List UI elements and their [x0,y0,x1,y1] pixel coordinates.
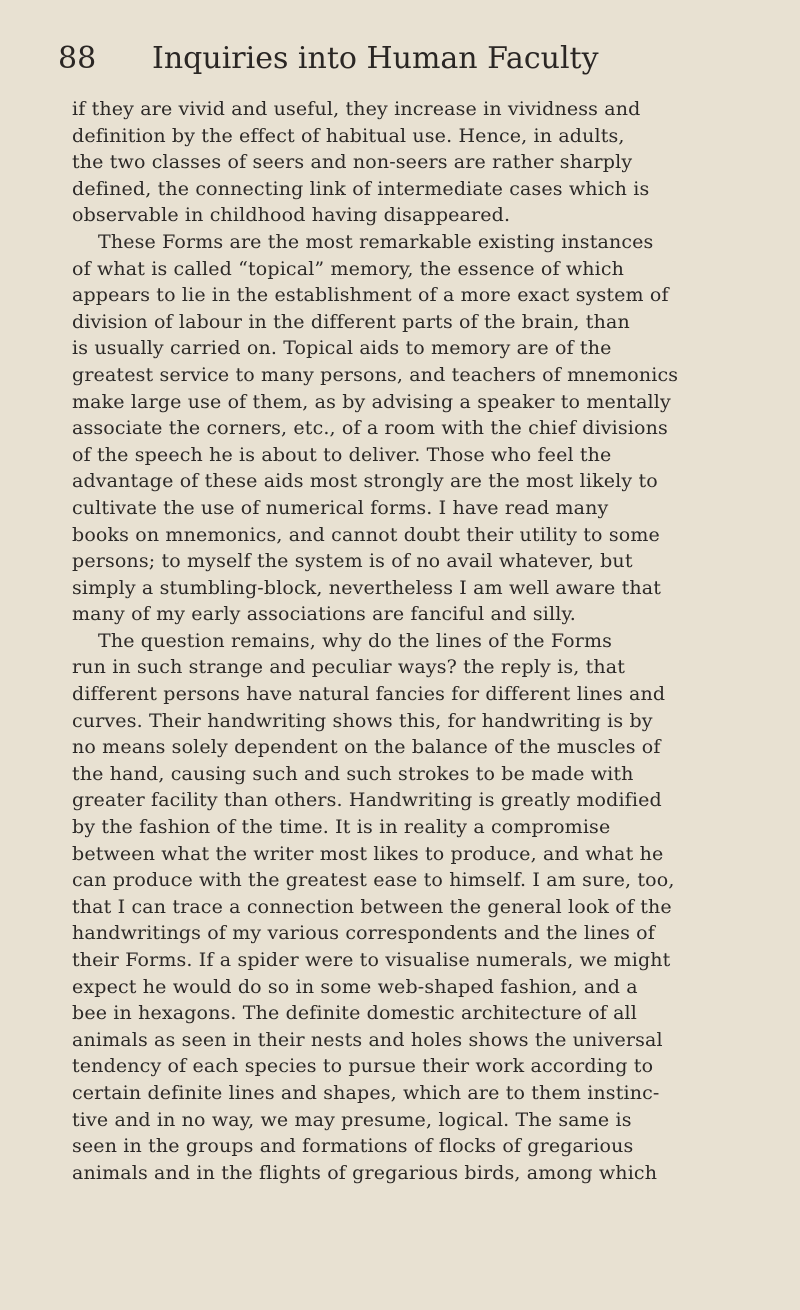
text-line: advantage of these aids most strongly are the most likely to [72,470,658,493]
text-line: expect he would do so in some web-shaped fashion, and a [72,975,638,998]
text-line: by the fashion of the time. It is in reality a compromise [72,816,611,839]
text-line: many of my early associations are fanciful and silly. [72,603,576,626]
text-line: handwritings of my various correspondents and the lines of [72,922,655,945]
text-line: the hand, causing such and such strokes to be made with [72,762,634,785]
page-header [58,34,758,84]
text-line: between what the writer most likes to produce, and what he [72,842,664,865]
text-line: if they are vivid and useful, they increase in vividness and [72,98,641,120]
paragraph-start-line: The question remains, why do the lines of the Forms [98,629,613,652]
body-text [72,96,762,1186]
text-line: tendency of each species to pursue their work according to [72,1055,654,1078]
text-line: greatest service to many persons, and teachers of mnemonics [72,363,679,386]
text-line: persons; to myself the system is of no avail whatever, but [72,550,633,573]
text-line: run in such strange and peculiar ways? the reply is, that [72,656,626,679]
text-line: definition by the effect of habitual use. Hence, in adults, [72,124,625,147]
text-line: seen in the groups and formations of flocks of gregarious [72,1135,634,1158]
text-line: the two classes of seers and non-seers are rather sharply [72,151,633,174]
text-line: animals as seen in their nests and holes shows the universal [72,1028,663,1051]
text-line: their Forms. If a spider were to visualise numerals, we might [72,949,671,971]
text-line: is usually carried on. Topical aids to memory are of the [72,337,612,360]
text-line: different persons have natural fancies for different lines and [72,683,666,706]
text-line: that I can trace a connection between the general look of the [72,895,672,918]
text-line: animals and in the flights of gregarious birds, among which [72,1161,658,1184]
paragraph-start-line: These Forms are the most remarkable existing instances [98,230,654,253]
text-line: of what is called “topical” memory, the essence of which [72,257,625,280]
text-line: curves. Their handwriting shows this, for handwriting is by [72,709,653,732]
text-line: associate the corners, etc., of a room with the chief divisions [72,417,668,440]
text-line: can produce with the greatest ease to himself. I am sure, too, [72,869,675,892]
text-line: greater facility than others. Handwriting is greatly modified [72,789,662,812]
text-line: tive and in no way, we may presume, logical. The same is [72,1108,632,1131]
text-line: bee in hexagons. The definite domestic architecture of all [72,1002,637,1025]
running-title: Inquiries into Human Faculty [152,41,599,76]
text-line: make large use of them, as by advising a speaker to mentally [72,390,671,413]
text-line: simply a stumbling-block, nevertheless I am well aware that [72,576,662,599]
text-line: observable in childhood having disappeared. [72,204,511,227]
text-line: defined, the connecting link of intermediate cases which is [72,177,650,200]
text-line: certain definite lines and shapes, which are to them instinc- [72,1081,660,1104]
text-line: no means solely dependent on the balance of the muscles of [72,736,661,759]
page-number: 88 [58,41,97,76]
text-line: books on mnemonics, and cannot doubt their utility to some [72,523,660,546]
text-line: division of labour in the different parts of the brain, than [72,310,630,333]
text-line: cultivate the use of numerical forms. I have read many [72,496,609,519]
text-line: appears to lie in the establishment of a more exact system of [72,284,669,307]
text-line: of the speech he is about to deliver. Those who feel the [72,443,612,466]
